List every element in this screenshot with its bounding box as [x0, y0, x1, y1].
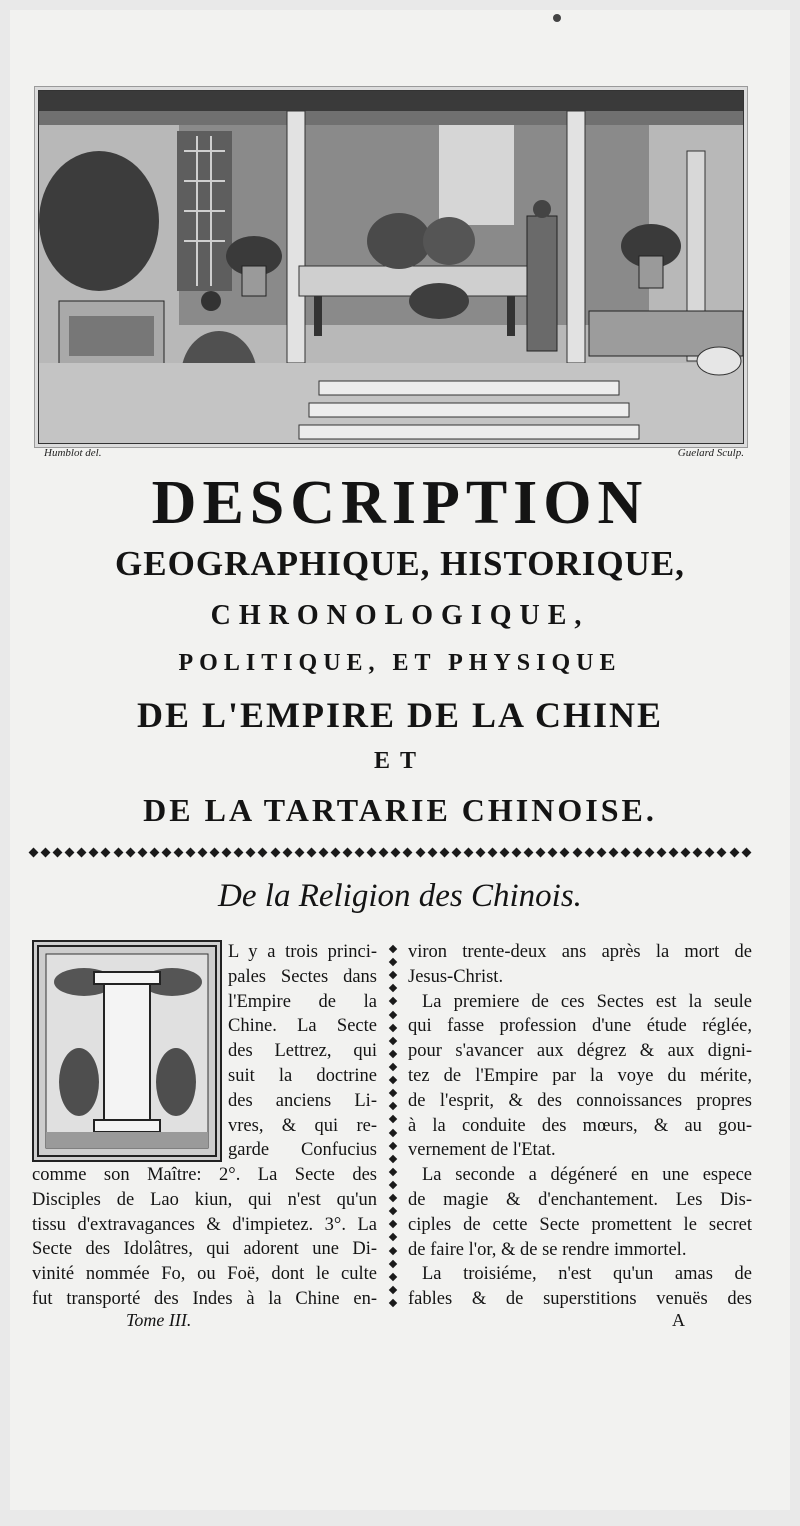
fleuron [620, 847, 630, 857]
fleuron [343, 847, 353, 857]
divider-fleuron [389, 1115, 397, 1123]
text-line: fables & de superstitions venuës des [408, 1289, 752, 1310]
fleuron [596, 847, 606, 857]
divider-fleuron [389, 1155, 397, 1163]
fleuron [367, 847, 377, 857]
fleuron [439, 847, 449, 857]
fleuron [717, 847, 727, 857]
fleuron [270, 847, 280, 857]
fleuron [524, 847, 534, 857]
fleuron [173, 847, 183, 857]
fleuron [657, 847, 667, 857]
text-line: qui fasse profession d'une étude réglée, [408, 1016, 752, 1037]
fleuron [463, 847, 473, 857]
column-divider-ornament [387, 946, 399, 1306]
divider-fleuron [389, 971, 397, 979]
text-line: suit la doctrine [228, 1065, 377, 1086]
title-line-6: ET [373, 748, 426, 774]
fleuron [222, 847, 232, 857]
text-line: La seconde a dégéneré en une espece [422, 1165, 752, 1186]
text-line: des anciens Li- [228, 1090, 377, 1111]
text-line: de l'esprit, & des connoissances propres [408, 1090, 752, 1111]
fleuron [282, 847, 292, 857]
divider-fleuron [389, 1272, 397, 1280]
left-column-text [32, 1163, 377, 1312]
text-line: fut transporté des Indes à la Chine en- [32, 1288, 377, 1309]
text-line: pour s'avancer aux dégrez & aux digni- [408, 1041, 752, 1062]
fleuron [729, 847, 739, 857]
fleuron [403, 847, 413, 857]
fleuron [101, 847, 111, 857]
title-line-1: DESCRIPTION [151, 469, 649, 537]
fleuron [53, 847, 63, 857]
engraving-illustration [38, 90, 744, 444]
gathering-mark: A [672, 1310, 685, 1330]
divider-fleuron [389, 1128, 397, 1136]
fleuron [113, 847, 123, 857]
text-line: viron trente-deux ans après la mort de [408, 942, 752, 962]
fleuron [198, 847, 208, 857]
text-line: comme son Maître: 2°. La Secte des [32, 1165, 377, 1185]
divider-fleuron [389, 1181, 397, 1189]
divider-fleuron [389, 1299, 397, 1307]
divider-fleuron [389, 1246, 397, 1254]
divider-fleuron [389, 1233, 397, 1241]
fleuron [89, 847, 99, 857]
text-line: vinité nommée Fo, ou Foë, dont le culte [32, 1264, 377, 1285]
text-line: Disciples de Lao kiun, qui n'est qu'un [32, 1189, 377, 1210]
dropcap-text [228, 940, 377, 1163]
title-line-3: CHRONOLOGIQUE, [210, 600, 590, 631]
fleuron [741, 847, 751, 857]
text-line: L y a trois princi- [228, 942, 377, 962]
fleuron [608, 847, 618, 857]
fleuron [318, 847, 328, 857]
divider-fleuron [389, 1063, 397, 1071]
fleuron [258, 847, 268, 857]
fleuron [77, 847, 87, 857]
text-line: vernement de l'Etat. [408, 1140, 556, 1161]
divider-fleuron [389, 1089, 397, 1097]
fleuron [705, 847, 715, 857]
text-line: des Lettrez, qui [228, 1041, 377, 1062]
text-line: tissu d'extravagances & d'impietez. 3°. La [32, 1214, 377, 1235]
volume-signature: Tome III. [126, 1310, 192, 1330]
divider-fleuron [389, 1207, 397, 1215]
fleuron [355, 847, 365, 857]
fleuron [475, 847, 485, 857]
divider-fleuron [389, 1168, 397, 1176]
divider-fleuron [389, 984, 397, 992]
text-line: Chine. La Secte [228, 1016, 377, 1037]
title-line-4: POLITIQUE, ET PHYSIQUE [178, 650, 622, 676]
fleuron [29, 847, 39, 857]
fleuron [536, 847, 546, 857]
divider-fleuron [389, 1194, 397, 1202]
text-line: garde Confucius [228, 1140, 377, 1161]
fleuron [210, 847, 220, 857]
fleuron [584, 847, 594, 857]
divider-fleuron [389, 997, 397, 1005]
engraver-credit: Guelard Sculp. [677, 447, 744, 459]
fleuron [161, 847, 171, 857]
fleuron [125, 847, 135, 857]
fleuron [681, 847, 691, 857]
fleuron [512, 847, 522, 857]
fleuron [427, 847, 437, 857]
fleuron [186, 847, 196, 857]
fleuron [391, 847, 401, 857]
section-title: De la Religion des Chinois. [218, 878, 582, 914]
fleuron [149, 847, 159, 857]
fleuron [65, 847, 75, 857]
divider-fleuron [389, 945, 397, 953]
divider-fleuron [389, 1037, 397, 1045]
text-line: de faire l'or, & de se rendre immortel. [408, 1239, 687, 1260]
fleuron-row-icon [30, 842, 750, 862]
text-line: Secte des Idolâtres, qui adorent une Di- [32, 1239, 377, 1260]
fleuron [306, 847, 316, 857]
fleuron [572, 847, 582, 857]
text-line: La premiere de ces Sectes est la seule [422, 991, 752, 1012]
title-line-2: GEOGRAPHIQUE, HISTORIQUE, [115, 544, 685, 583]
fleuron [331, 847, 341, 857]
text-line: l'Empire de la [228, 991, 377, 1012]
fleuron [137, 847, 147, 857]
illustrator-credit: Humblot del. [44, 447, 102, 459]
divider-fleuron [389, 1102, 397, 1110]
ink-spot [553, 14, 561, 22]
fleuron [246, 847, 256, 857]
text-line: ciples de cette Secte promettent le secret [408, 1214, 752, 1235]
fleuron [379, 847, 389, 857]
fleuron [560, 847, 570, 857]
text-line: vres, & qui re- [228, 1115, 377, 1136]
title-line-7: DE LA TARTARIE CHINOISE. [143, 792, 657, 828]
fleuron [41, 847, 51, 857]
fleuron [500, 847, 510, 857]
divider-fleuron [389, 1220, 397, 1228]
divider-fleuron [389, 958, 397, 966]
fleuron [669, 847, 679, 857]
fleuron [632, 847, 642, 857]
text-line: tez de l'Empire par la voye du mérite, [408, 1065, 752, 1086]
fleuron [548, 847, 558, 857]
right-column-text [408, 940, 752, 1312]
divider-fleuron [389, 1076, 397, 1084]
title-line-5: DE L'EMPIRE DE LA CHINE [136, 695, 664, 735]
text-line: de magie & d'enchantement. Les Dis- [408, 1189, 752, 1210]
divider-fleuron [389, 1141, 397, 1149]
fleuron [451, 847, 461, 857]
divider-fleuron [389, 1010, 397, 1018]
divider-fleuron [389, 1259, 397, 1267]
divider-fleuron [389, 1050, 397, 1058]
fleuron [415, 847, 425, 857]
text-line: à la conduite des mœurs, & au gou- [408, 1115, 752, 1136]
ornamented-letter-I-icon [32, 940, 222, 1162]
fleuron [693, 847, 703, 857]
fleuron [294, 847, 304, 857]
fleuron [645, 847, 655, 857]
text-line: pales Sectes dans [228, 966, 377, 987]
divider-fleuron [389, 1023, 397, 1031]
fleuron [488, 847, 498, 857]
text-line: Jesus-Christ. [408, 966, 504, 987]
text-line: La troisiéme, n'est qu'un amas de [422, 1264, 752, 1285]
fleuron [234, 847, 244, 857]
divider-fleuron [389, 1286, 397, 1294]
